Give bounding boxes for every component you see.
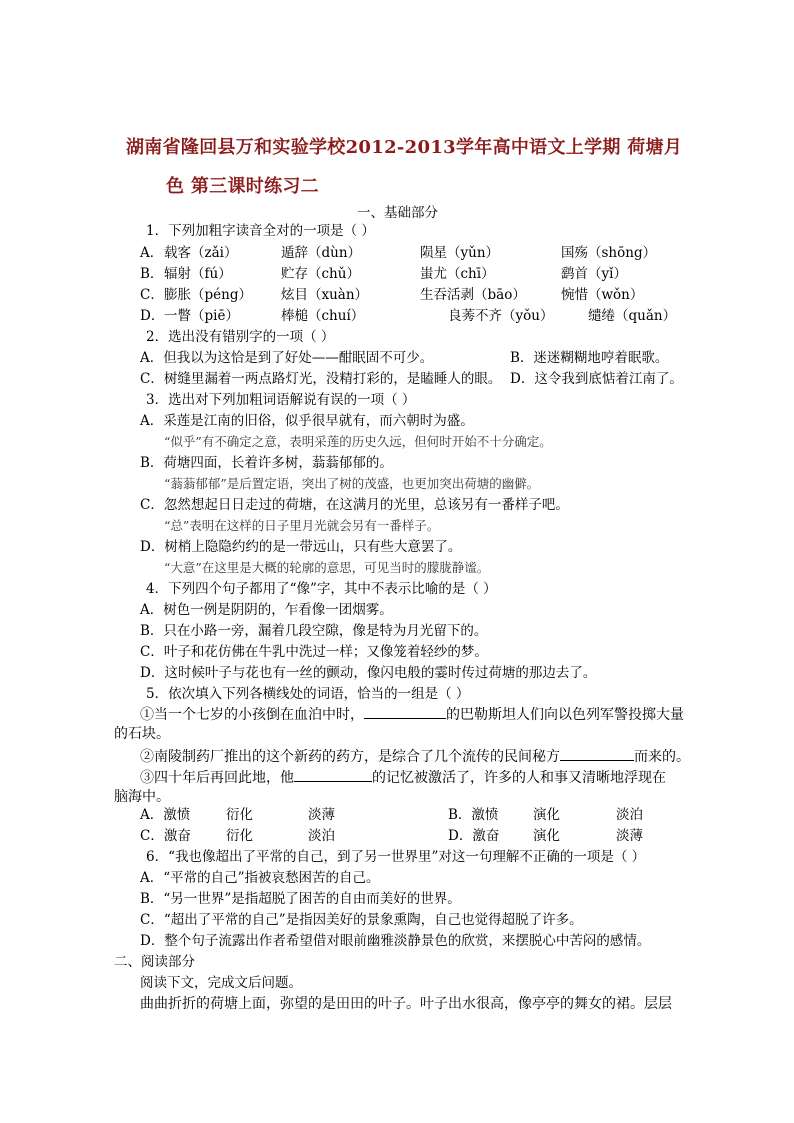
q4-option-c: C．叶子和花仿佛在牛乳中洗过一样；又像笼着轻纱的梦。 [140,644,488,660]
q5-blank-3 [294,767,372,782]
q5-option-c-3: 淡泊 [308,828,335,844]
q1-a-4: 国殇（shōng） [561,245,657,261]
q1-b-2: 贮存（chǔ） [281,266,360,282]
q1-a-1: 载客（zǎi） [164,245,238,261]
q5-blank-1 [364,704,446,719]
document-title-line-1: 湖南省隆回县万和实验学校2012-2013学年高中语文上学期 荷塘月 [126,137,683,158]
q5-option-a-3: 淡薄 [308,807,335,823]
q3-option-b: B．荷塘四面，长着许多树，蓊蓊郁郁的。 [140,455,393,471]
q2-stem: 2．选出没有错别字的一项（ ） [146,329,335,345]
q5-option-d-2: 演化 [533,828,560,844]
q1-option-d: D． [140,308,165,324]
q5-s3-pre: ③四十年后再回此地，他 [140,770,294,786]
q2-option-d: D．这令我到底惦着江南了。 [510,371,683,387]
q6-option-d: D．整个句子流露出作者希望借对眼前幽雅淡静景色的欣赏，来摆脱心中苦闷的感情。 [140,933,651,949]
q5-s1-post: 的巴勒斯坦人们向以色列军警投掷大量 [446,707,684,723]
q5-sentence-2 [140,746,690,766]
q2-option-a: A．但我以为这恰是到了好处——酣眠固不可少。 [140,350,434,366]
q5-s3-post: 的记忆被激活了，许多的人和事又清晰地浮现在 [372,770,666,786]
q6-option-c: C．“超出了平常的自己”是指因美好的景象熏陶，自己也觉得超脱了许多。 [140,912,583,928]
q5-option-b-2: 演化 [533,807,560,823]
reading-paragraph: 曲曲折折的荷塘上面，弥望的是田田的叶子。叶子出水很高，像亭亭的舞女的裙。层层 [140,996,672,1012]
section-heading-basic: 一、基础部分 [357,205,438,221]
q1-stem: 1．下列加粗字读音全对的一项是（ ） [146,223,375,239]
q1-c-3: 生吞活剥（bāo） [420,287,526,303]
q1-c-1: 膨胀（péng） [164,287,252,303]
q3-option-a-note: “似乎”有不确定之意，表明采莲的历史久远，但何时开始不十分确定。 [164,434,552,449]
q3-option-d: D．树梢上隐隐约约的是一带远山，只有些大意罢了。 [140,539,462,555]
q3-stem: 3．选出对下列加粗词语解说有误的一项（ ） [146,392,416,408]
q3-option-d-note: “大意”在这里是大概的轮廓的意思，可见当时的朦胧静谧。 [164,560,490,575]
q5-sentence-1 [140,704,684,724]
q5-option-c-1: C．激奋 [140,828,191,844]
q5-option-a-1: A．激愤 [140,807,191,823]
q5-sentence-3-cont: 脑海中。 [114,789,170,805]
reading-intro: 阅读下文，完成文后问题。 [140,975,302,991]
q5-s2-pre: ②南陵制药厂推出的这个新药的药方，是综合了几个流传的民间秘方 [140,749,560,765]
q5-sentence-3 [140,767,666,787]
section-heading-reading: 二、阅读部分 [114,954,195,970]
q5-option-d-1: D．激奋 [448,828,500,844]
q1-option-b: B． [140,266,164,282]
q1-d-1: 一瞥（piē） [164,308,239,324]
q3-option-b-note: “蓊蓊郁郁”是后置定语，突出了树的茂盛，也更加突出荷塘的幽僻。 [164,476,540,491]
q6-stem: 6．“我也像超出了平常的自己，到了另一世界里”对这一句理解不正确的一项是（ ） [146,849,646,865]
q1-a-2: 遁辞（dùn） [281,245,362,261]
q6-option-a: A．“平常的自己”指被哀愁困苦的自己。 [140,870,380,886]
q1-option-a [140,244,163,262]
option-label: A． [140,245,164,261]
q5-sentence-1-cont: 的石块。 [114,726,170,742]
q1-d-2: 棒槌（chuí） [281,308,365,324]
q5-option-b-1: B．激愤 [448,807,499,823]
q5-option-c-2: 衍化 [226,828,253,844]
q2-option-b: B．迷迷糊糊地哼着眠歌。 [510,350,669,366]
q1-b-4: 鹞首（yǐ） [561,266,627,282]
document-title-line-2: 色 第三课时练习二 [166,176,319,197]
q3-option-c-note: “总”表明在这样的日子里月光就会另有一番样子。 [164,518,440,533]
q1-a-3: 陨星（yǔn） [420,245,500,261]
q4-option-a: A．树色一例是阴阴的，乍看像一团烟雾。 [140,602,393,618]
q1-b-1: 辐射（fú） [164,266,232,282]
q6-option-b: B．“另一世界”是指超脱了困苦的自由而美好的世界。 [140,891,461,907]
q4-option-b: B．只在小路一旁，漏着几段空隙，像是特为月光留下的。 [140,623,488,639]
q1-c-4: 惋惜（wǒn） [561,287,644,303]
q3-option-c: C．忽然想起日日走过的荷塘，在这满月的光里，总该另有一番样子吧。 [140,497,569,513]
q5-option-a-2: 衍化 [226,807,253,823]
q5-option-d-3: 淡薄 [616,828,643,844]
q1-option-c: C． [140,287,164,303]
q1-b-3: 蚩尤（chī） [420,266,495,282]
q5-option-b-3: 淡泊 [616,807,643,823]
q5-stem: 5．依次填入下列各横线处的词语，恰当的一组是（ ） [146,686,470,702]
q1-d-3: 良莠不齐（yǒu） [448,308,554,324]
q5-s2-post: 而来的。 [634,749,690,765]
q1-c-2: 炫目（xuàn） [281,287,369,303]
q2-option-c: C．树缝里漏着一两点路灯光，没精打彩的，是瞌睡人的眼。 [140,371,502,387]
q4-option-d: D．这时候叶子与花也有一丝的颤动，像闪电般的霎时传过荷塘的那边去了。 [140,665,597,681]
q5-s1-pre: ①当一个七岁的小孩倒在血泊中时， [140,707,364,723]
q3-option-a: A．采莲是江南的旧俗，似乎很早就有，而六朝时为盛。 [140,413,474,429]
q4-stem: 4．下列四个句子都用了“像”字，其中不表示比喻的是（ ） [146,581,497,597]
q1-d-4: 缱绻（quǎn） [588,308,677,324]
q5-blank-2 [560,746,634,761]
